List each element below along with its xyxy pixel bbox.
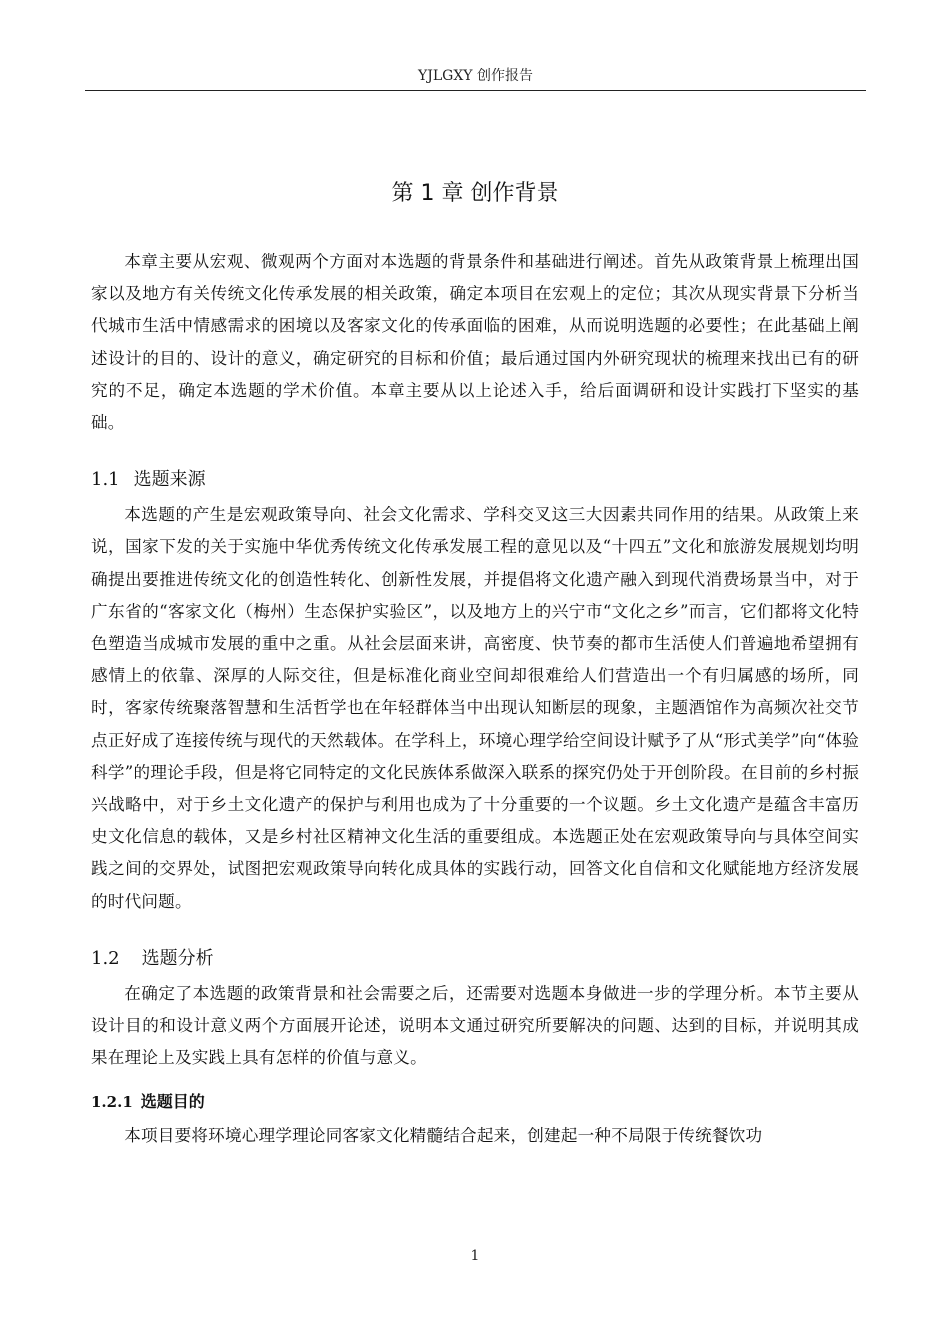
subsection-1-2-1-paragraph: 本项目要将环境心理学理论同客家文化精髓结合起来，创建起一种不局限于传统餐饮功 [124,1126,763,1146]
section-number: 1.2 [91,947,120,969]
section-heading-1-1 [91,465,859,495]
section-title: 选题来源 [133,469,206,491]
page-number: 1 [470,1248,480,1264]
page-content [91,176,859,1153]
header-rule [85,90,866,91]
section-1-1-paragraph: 本选题的产生是宏观政策导向、社会文化需求、学科交叉这三大因素共同作用的结果。从政策上来说，国家下发的关于实施中华优秀传统文化传承发展工程的意见以及“十四五”文化和旅游发展规划均明确提出要推进传统文化的创造性转化、创新性发展，并提倡将文化遗产融入到现代消费场景当中，对于广东省的“客家文化（梅州）生态保护实验区”，以及地方上的兴宁市“文化之乡”而言，它们都将文化特色塑造当成城市发展的重中之重。从社会层面来讲，高密度、快节奏的都市生活使人们普遍地希望拥有感情上的依靠、深厚的人际交往，但是标准化商业空间却很难给人们营造出一个有归属感的场所，同时，客家传统聚落智慧和生活哲学也在年轻群体当中出现认知断层的现象，主题酒馆作为高频次社交节点正好成了连接传统与现代的天然载体。在学科上，环境心理学给空间设计赋予了从“形式美学”向“体验科学”的理论手段，但是将它同特定的文化民族体系做深入联系的探究仍处于开创阶段。在目前的乡村振兴战略中，对于乡土文化遗产的保护与利用也成为了十分重要的一个议题。乡土文化遗产是蕴含丰富历史文化信息的载体，又是乡村社区精神文化生活的重要组成。本选题正处在宏观政策导向与具体空间实践之间的交界处，试图把宏观政策导向转化成具体的实践行动，回答文化自信和文化赋能地方经济发展的时代问题。 [91,505,859,911]
subsection-title: 选题目的 [140,1092,205,1112]
section-title: 选题分析 [141,947,214,969]
section-heading-1-2 [91,944,859,974]
chapter-intro-paragraph: 本章主要从宏观、微观两个方面对本选题的背景条件和基础进行阐述。首先从政策背景上梳理出国家以及地方有关传统文化传承发展的相关政策，确定本项目在宏观上的定位；其次从现实背景下分析当代城市生活中情感需求的困境以及客家文化的传承面临的困难，从而说明选题的必要性；在此基础上阐述设计的目的、设计的意义，确定研究的目标和价值；最后通过国内外研究现状的梳理来找出已有的研究的不足，确定本选题的学术价值。本章主要从以上论述入手，给后面调研和设计实践打下坚实的基础。 [91,252,859,433]
subsection-number: 1.2.1 [91,1093,133,1112]
section-number: 1.1 [91,469,120,491]
section-1-2-paragraph: 在确定了本选题的政策背景和社会需要之后，还需要对选题本身做进一步的学理分析。本节主要从设计目的和设计意义两个方面展开论述，说明本文通过研究所要解决的问题、达到的目标，并说明其成果在理论上及实践上具有怎样的价值与意义。 [91,983,859,1068]
chapter-title: 第 1 章 创作背景 [391,181,559,206]
running-header: YJLGXY 创作报告 [418,68,533,84]
subsection-heading-1-2-1 [91,1088,859,1116]
